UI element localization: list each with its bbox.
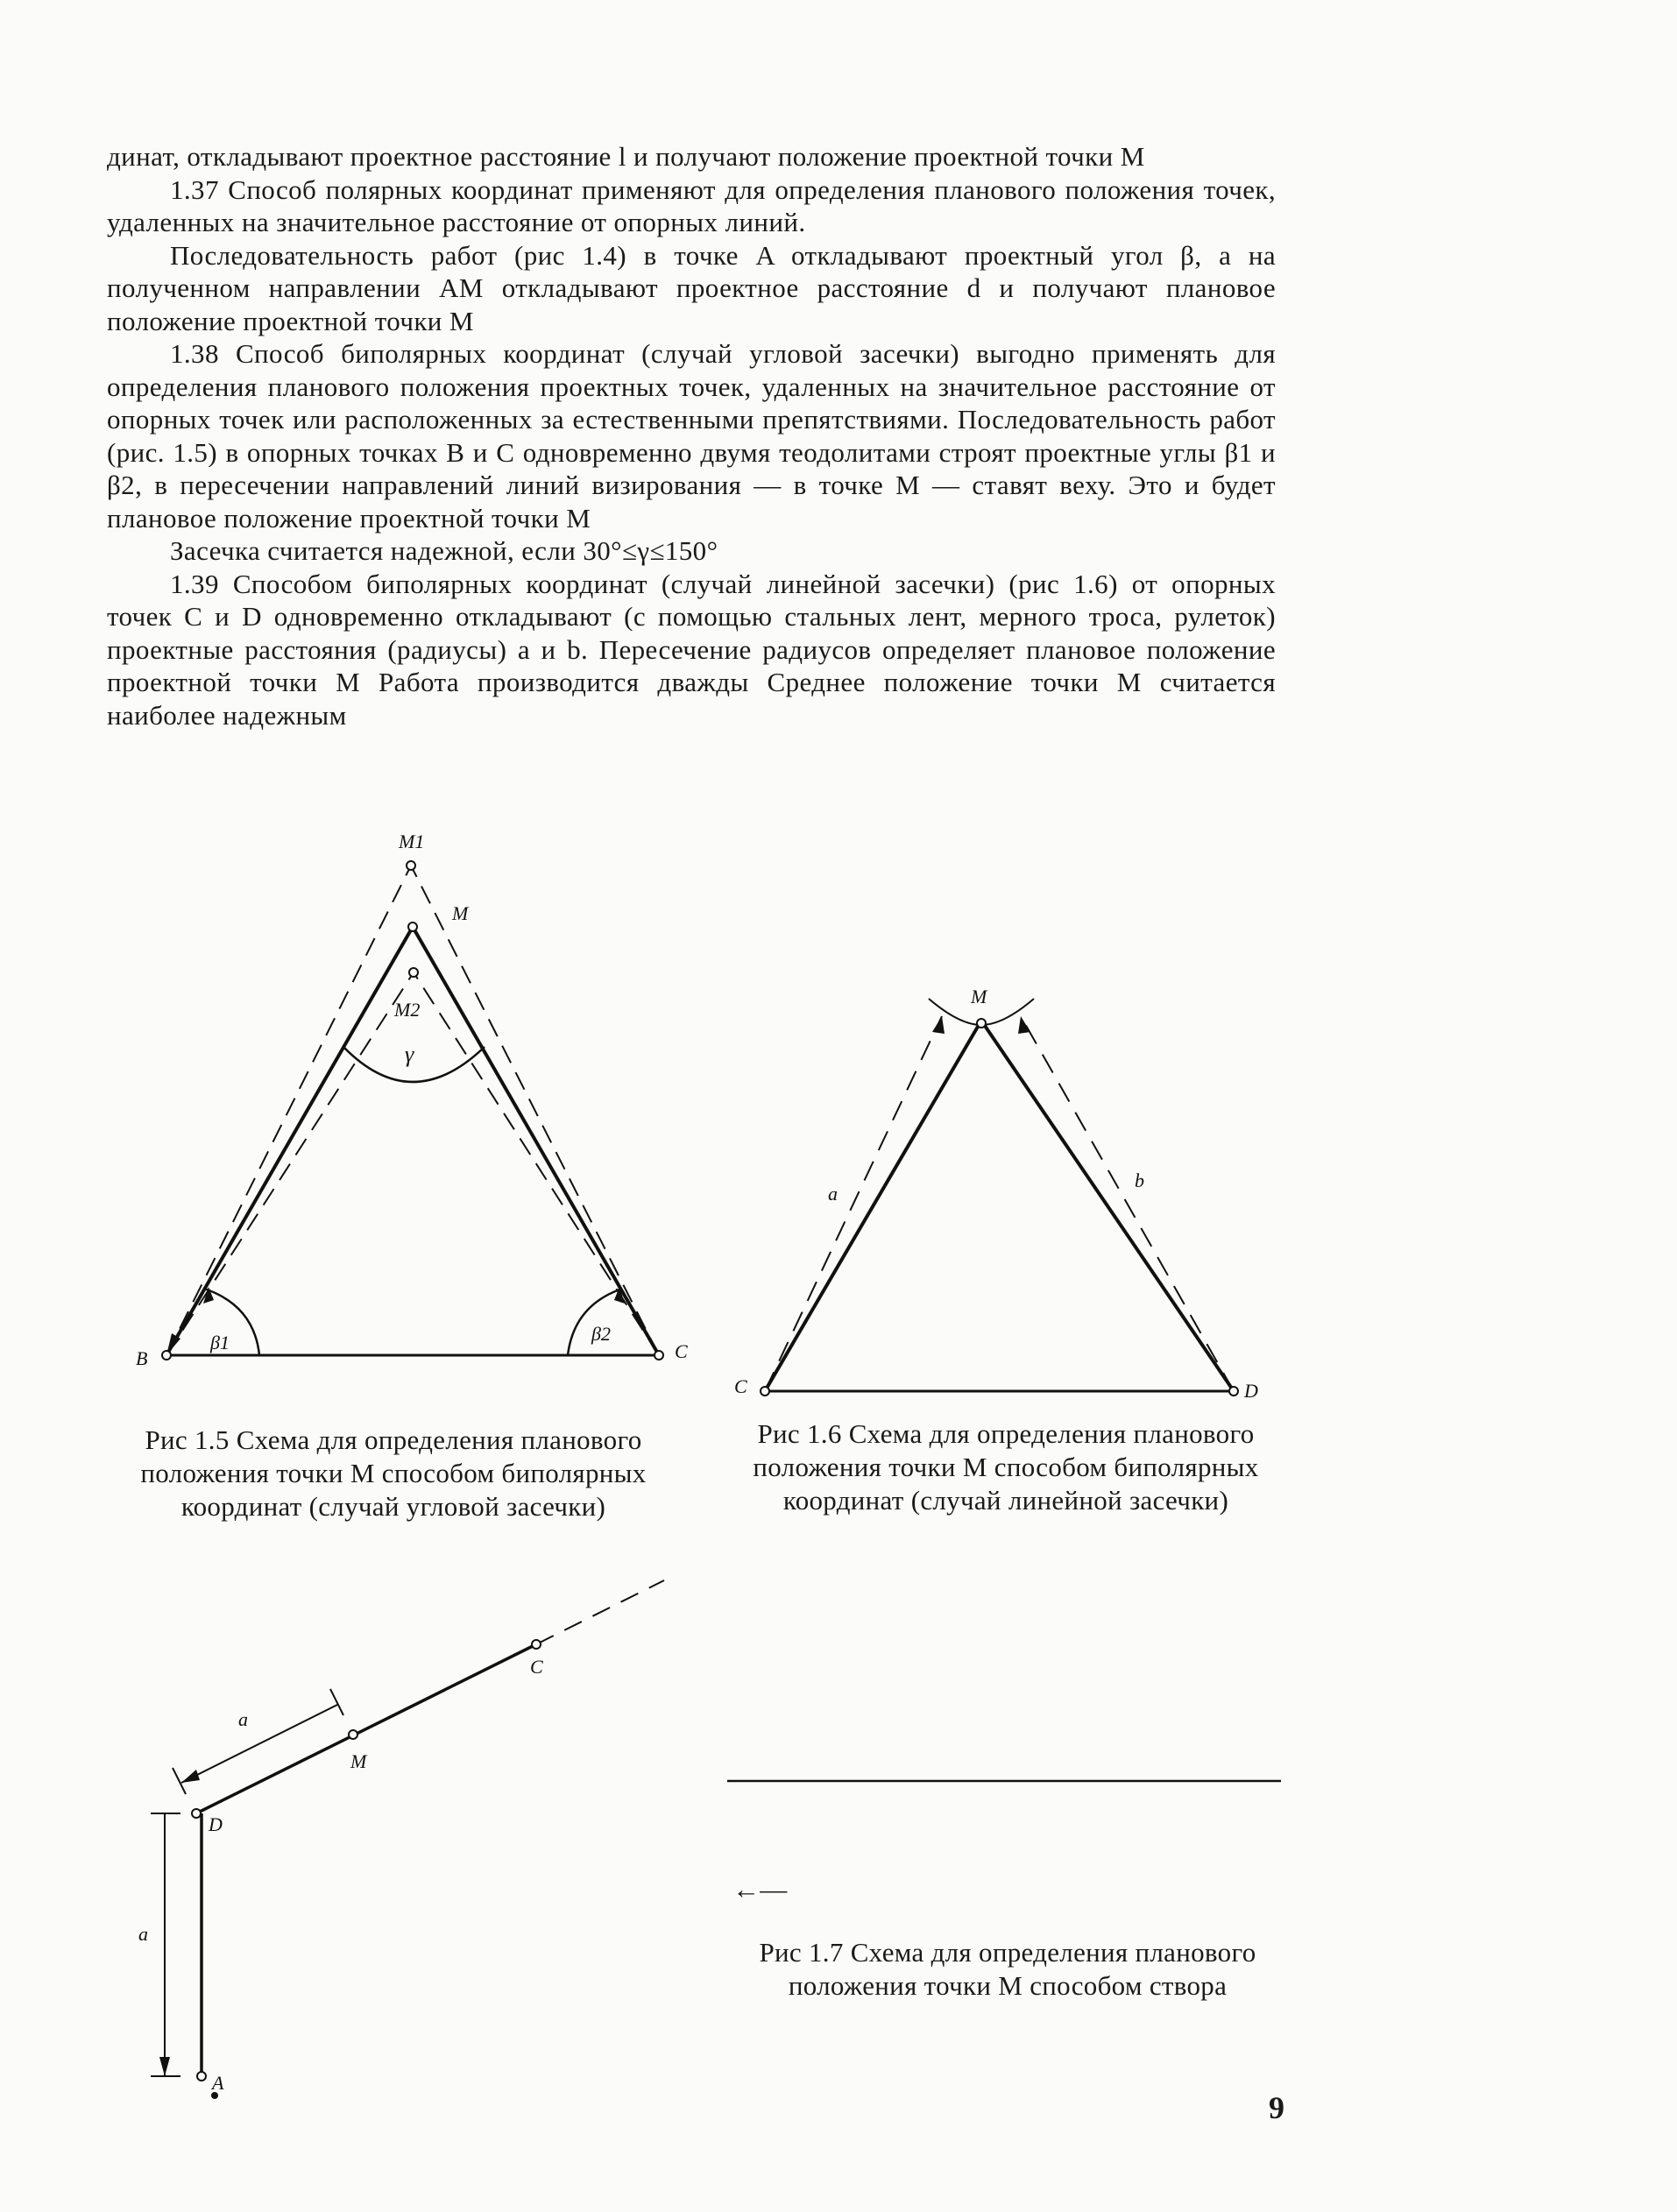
label-c: C — [675, 1340, 688, 1362]
beta2-arc — [568, 1289, 622, 1355]
caption-figure-1-7: Рис 1.7 Схема для определения планового положения точки M способом створа — [759, 1937, 1256, 2001]
gamma-arc — [343, 1047, 485, 1082]
point-m-1-7 — [349, 1730, 357, 1739]
line-cm — [765, 1021, 981, 1391]
point-a-1-7 — [197, 2072, 206, 2081]
arrow-a-left — [159, 2057, 170, 2076]
line-bm-solid — [166, 927, 413, 1355]
label-m1: M1 — [399, 830, 425, 852]
paragraph-1-38: 1.38 Способ биполярных координат (случай угловой засечки) выгодно применять для определения планового положения проектных точек, удаленных на значительное расстояние от опорных точек или расположенных за естественными препятствиями. Последовательность работ (рис. 1.5) в опорных точках B и C одновременно двумя теодолитами строят проектные углы β1 и β2, в пересечении направлений линий визирования — в точке M — ставят веху. Это и будет плановое положение проектной точки M — [107, 338, 1276, 534]
arrow-a-top — [181, 1770, 200, 1783]
paragraph-reliability: Засечка считается надежной, если 30°≤γ≤150° — [170, 535, 718, 566]
line-cm-solid — [413, 927, 659, 1355]
label-m: M — [452, 902, 469, 924]
paragraph-sequence-polar: Последовательность работ (рис 1.4) в точке A откладывают проектный угол β, а на полученном направлении AM откладывают проектное расстояние d и получают плановое положение проектной точки M — [107, 239, 1276, 336]
point-m1 — [407, 861, 415, 870]
radius-b-dashed — [1021, 1016, 1234, 1391]
dim-a-top-tick2 — [330, 1689, 343, 1715]
label-d-1-6: D — [1244, 1380, 1258, 1402]
label-gamma: γ — [405, 1042, 414, 1067]
point-d-1-7 — [192, 1809, 201, 1818]
label-m-1-7: M — [350, 1750, 367, 1772]
label-beta1: β1 — [210, 1332, 230, 1353]
label-a-1-7: A — [212, 2072, 224, 2094]
alignment-extension-dashed — [536, 1580, 664, 1644]
label-c-1-6: C — [734, 1375, 747, 1397]
point-m2 — [409, 968, 418, 977]
line-b-m1-dashed — [166, 866, 411, 1355]
label-dim-a-top: a — [238, 1708, 248, 1730]
caption-figure-1-6: Рис 1.6 Схема для определения планового положения точки M способом биполярных координат (случай линейной засечки) — [753, 1418, 1259, 1516]
line-b-m2-dashed — [166, 972, 414, 1355]
arrow-tip-a — [932, 1016, 945, 1034]
point-c-1-7 — [532, 1640, 541, 1649]
label-c-1-7: C — [530, 1656, 543, 1678]
point-m — [408, 922, 417, 931]
label-beta2: β2 — [591, 1323, 611, 1345]
arrow-mark: ←— — [732, 1874, 788, 1905]
label-m-1-6: M — [971, 986, 987, 1007]
figure-1-7-diagram — [151, 1580, 664, 2099]
figure-1-7-labels — [138, 1656, 543, 2094]
arc-b — [981, 999, 1034, 1025]
page-number: 9 — [1269, 2090, 1284, 2125]
label-dim-a-left: a — [138, 1923, 148, 1945]
point-b — [162, 1351, 171, 1360]
dim-a-top — [181, 1705, 337, 1783]
figure-1-5-diagram — [162, 861, 663, 1360]
point-m-1-6 — [977, 1019, 986, 1028]
label-b: B — [136, 1347, 148, 1369]
label-d-1-7: D — [209, 1813, 223, 1835]
arrow-tip-b — [1018, 1016, 1030, 1034]
line-c-m1-dashed — [411, 866, 659, 1355]
point-c-1-6 — [761, 1387, 769, 1396]
label-m2: M2 — [394, 999, 421, 1021]
line-dm — [981, 1021, 1234, 1391]
paragraph-1-39: 1.39 Способом биполярных координат (случай линейной засечки) (рис 1.6) от опорных точек C и D одновременно откладывают (с помощью стальных лент, мерного троса, рулеток) проектные расстояния (радиусы) a и b. Пересечение радиусов определяет плановое положение проектной точки M Работа производится дважды Среднее положение точки M считается наиболее надежным — [107, 568, 1276, 731]
radius-a-dashed — [765, 1016, 942, 1391]
paragraph-continuation: динат, откладывают проектное расстояние l и получают положение проектной точки M — [107, 141, 1145, 172]
point-c — [655, 1351, 663, 1360]
paragraph-1-37: 1.37 Способ полярных координат применяют для определения планового положения точек, удаленных на значительное расстояние от опорных линий. — [107, 173, 1276, 237]
figure-1-6-labels — [734, 986, 1258, 1402]
figure-1-5-labels — [136, 830, 688, 1369]
caption-figure-1-5: Рис 1.5 Схема для определения планового положения точки M способом биполярных координат (случай угловой засечки) — [140, 1424, 647, 1522]
point-d-1-6 — [1229, 1387, 1238, 1396]
label-a-1-6: a — [828, 1183, 838, 1205]
label-b-1-6: b — [1135, 1170, 1144, 1191]
